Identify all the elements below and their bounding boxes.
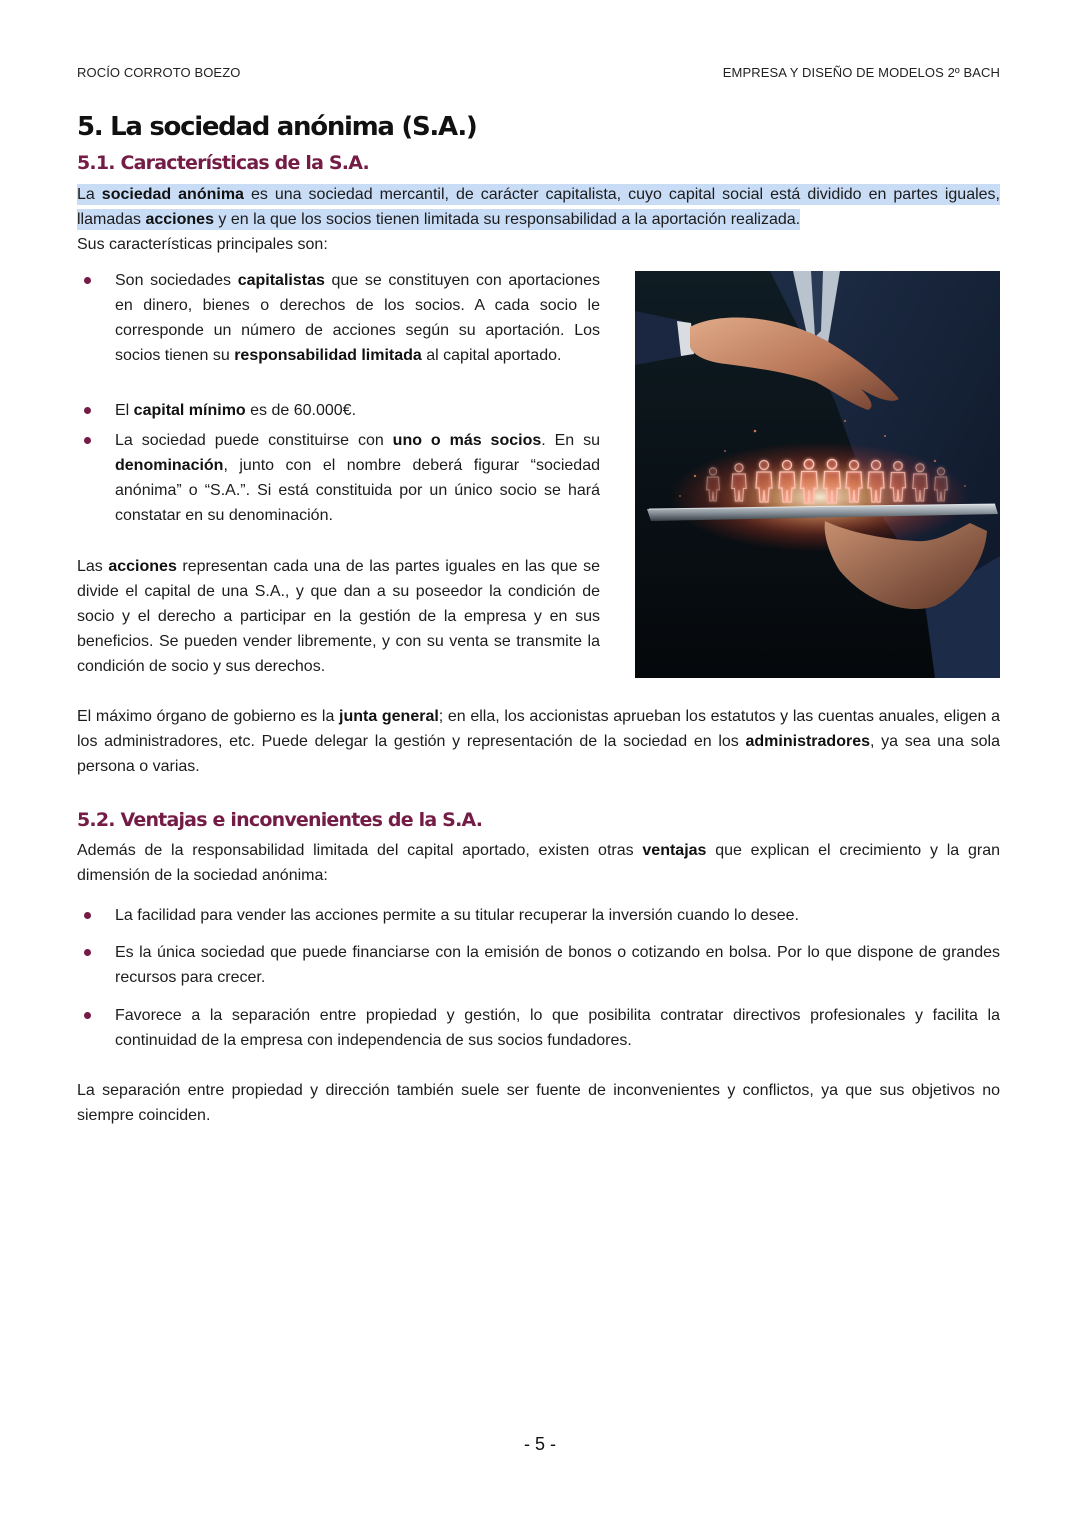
bold-term: capital mínimo: [133, 402, 246, 419]
bullet-text: [115, 398, 600, 423]
page-number: - 5 -: [523, 1434, 556, 1454]
advantage-bullet-financing: [77, 940, 1000, 990]
bullet-dot: [84, 912, 91, 919]
text-run: La: [77, 186, 102, 203]
text-run: es de 60.000€.: [245, 402, 357, 419]
text-run: La sociedad puede constituirse con: [115, 432, 393, 449]
bold-term: denominación: [115, 457, 224, 474]
text-run: El máximo órgano de gobierno es la: [77, 708, 340, 725]
text-run: que se constituyen con aportaciones en dinero, bienes o derechos de los socios. A cada socio le corresponde un número de acciones según su aportación. Los socios tienen su: [115, 272, 601, 364]
shares-paragraph: [77, 554, 600, 679]
text-run: ; en ella, los accionistas aprueban los estatutos y las cuentas anuales, eligen a los administradores, etc. Puede delegar la gestión y representación de la sociedad en los: [77, 708, 1000, 750]
bold-term: administradores: [745, 733, 870, 750]
text-run: , ya sea una sola persona o varias.: [77, 733, 1001, 775]
feature-bullet-partners: [77, 428, 600, 528]
bold-term: uno o más socios: [392, 432, 542, 449]
bullet-dot: [84, 277, 91, 284]
bullet-text: [115, 268, 600, 368]
text-run: representan cada una de las partes iguales en las que se divide el capital de una S.A., y que dan a su poseedor la condición de socio y el derecho a participar en la gestión de la empresa y en sus beneficios. Se pueden vender libremente, y con su venta se transmite la condición de socio y sus derechos.: [77, 558, 600, 675]
subsection-heading-5-1: 5.1. Características de la S.A.: [77, 152, 369, 174]
closing-paragraph: La separación entre propiedad y dirección también suele ser fuente de inconvenientes y conflictos, ya que sus objetivos no siempre coinciden.: [77, 1082, 1000, 1124]
feature-bullet-minimum-capital: [77, 398, 600, 423]
bold-term: acciones: [145, 211, 214, 228]
bold-term: responsabilidad limitada: [234, 347, 422, 364]
text-run: al capital aportado.: [421, 347, 562, 364]
general-meeting-paragraph: [77, 704, 1000, 779]
bullet-dot: [84, 1012, 91, 1019]
section-title: 5. La sociedad anónima (S.A.): [77, 112, 477, 142]
definition-paragraph: [77, 182, 1000, 232]
text-run: Son sociedades: [115, 272, 238, 289]
header-course: EMPRESA Y DISEÑO DE MODELOS 2º BACH: [722, 65, 1000, 80]
text-run: , junto con el nombre deberá figurar “sociedad anónima” o “S.A.”. Si está constituida por un único socio se hará constatar en su denominación.: [115, 457, 600, 524]
bullet-dot: [84, 949, 91, 956]
bullet-dot: [84, 437, 91, 444]
text-run: El: [115, 402, 134, 419]
text-run: . En su: [541, 432, 601, 449]
bullet-text: Favorece a la separación entre propiedad y gestión, lo que posibilita contratar directivos profesionales y facilita la continuidad de la empresa con independencia de sus socios fundadores.: [115, 1007, 1000, 1049]
advantages-intro: [77, 838, 1000, 888]
bullet-text: Es la única sociedad que puede financiarse con la emisión de bonos o cotizando en bolsa. Por lo que dispone de grandes recursos para crecer.: [115, 944, 1000, 986]
header-author: ROCÍO CORROTO BOEZO: [77, 65, 241, 80]
highlighted-definition: [77, 184, 1000, 230]
text-run: y en la que los socios tienen limitada su responsabilidad a la aportación realizada.: [213, 211, 801, 228]
bullet-dot: [84, 407, 91, 414]
bold-term: junta general: [339, 708, 439, 725]
bold-term: capitalistas: [237, 272, 325, 289]
bold-term: ventajas: [642, 842, 707, 859]
bold-term: acciones: [108, 558, 177, 575]
text-run: es una sociedad mercantil, de carácter capitalista, cuyo capital social está dividido en partes iguales, llamadas: [77, 186, 1000, 228]
characteristics-lead: Sus características principales son:: [77, 236, 328, 253]
bullet-text: [115, 428, 600, 528]
bold-term: sociedad anónima: [101, 186, 244, 203]
text-run: Las: [77, 558, 109, 575]
subsection-heading-5-2: 5.2. Ventajas e inconvenientes de la S.A.: [77, 809, 483, 831]
bullet-text: La facilidad para vender las acciones permite a su titular recuperar la inversión cuando lo desee.: [115, 907, 799, 924]
business-hand-network-illustration: [635, 271, 1000, 678]
feature-bullet-capitalist: [77, 268, 600, 368]
text-run: Además de la responsabilidad limitada del capital aportado, existen otras: [77, 842, 643, 859]
text-run: que explican el crecimiento y la gran dimensión de la sociedad anónima:: [77, 842, 1000, 884]
advantage-bullet-separation: [77, 1003, 1000, 1053]
advantage-bullet-liquidity: [77, 903, 1000, 928]
